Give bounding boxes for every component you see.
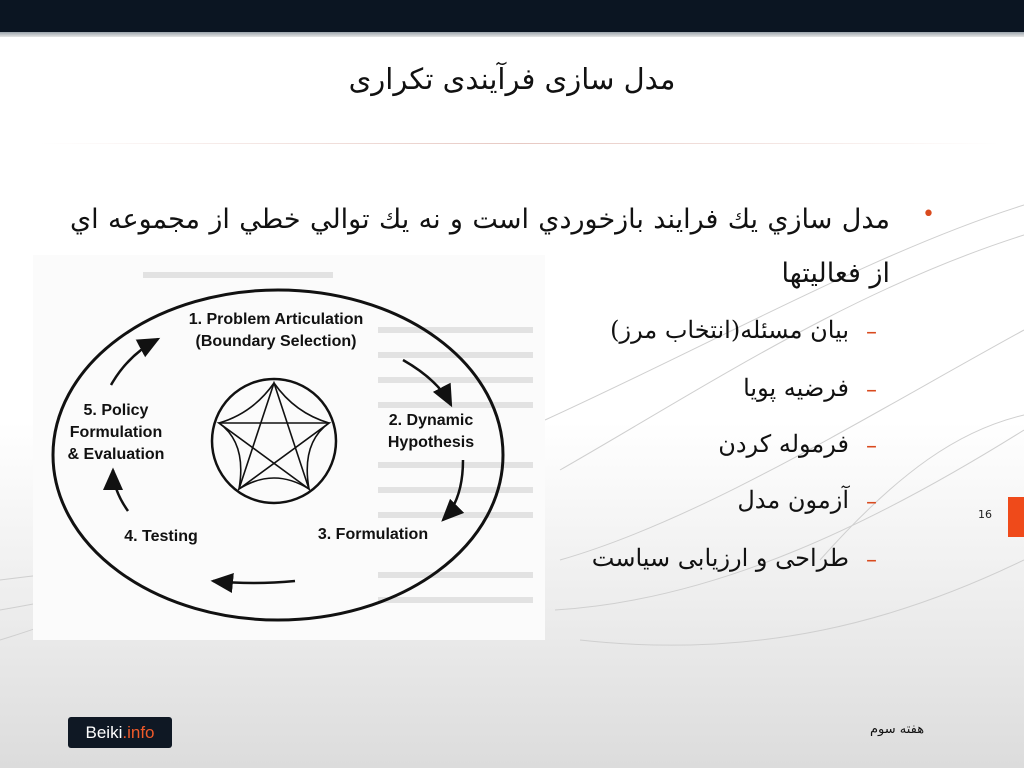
step2-line1-label: 2. Dynamic: [388, 412, 474, 429]
dash-icon: –: [866, 548, 877, 573]
sub-item-3: فرموله کردن: [718, 430, 849, 458]
step5-line2-label: Formulation: [69, 424, 163, 441]
slide-title: مدل سازی فرآیندی تکراری: [348, 62, 676, 96]
logo-text-main: Beiki: [85, 722, 123, 742]
bullet-dot-icon: •: [922, 202, 935, 227]
step4-label: 4. Testing: [124, 528, 198, 545]
footer-label: هفته سوم: [870, 722, 925, 737]
step1-line1-label: 1. Problem Articulation: [188, 311, 364, 328]
sub-item-2: فرضیه پویا: [743, 374, 849, 402]
title-divider: [40, 143, 1000, 144]
accent-tab: [1008, 497, 1024, 537]
page-number: 16: [978, 508, 992, 521]
sub-item-5: طراحی و ارزیابی سیاست: [591, 544, 849, 572]
dash-icon: –: [866, 320, 877, 345]
sub-item-4: آزمون مدل: [737, 486, 849, 514]
logo-text-domain: .info: [122, 722, 155, 742]
main-bullet-text: مدل سازي يك فرايند بازخوردي است و نه يك توالي خطي از مجموعه اي از فعاليتها: [70, 204, 890, 289]
step3-label: 3. Formulation: [317, 526, 429, 543]
dash-icon: –: [866, 490, 877, 515]
step2-line2-label: Hypothesis: [387, 434, 475, 451]
brand-logo[interactable]: [68, 717, 172, 748]
step5-line3-label: & Evaluation: [67, 446, 165, 463]
step5-line1-label: 5. Policy: [83, 402, 149, 419]
modeling-cycle-diagram: [33, 255, 545, 640]
dash-icon: –: [866, 434, 877, 459]
dash-icon: –: [866, 378, 877, 403]
step1-line2-label: (Boundary Selection): [195, 333, 357, 350]
sub-item-1: بیان مسئله(انتخاب مرز): [610, 316, 849, 344]
